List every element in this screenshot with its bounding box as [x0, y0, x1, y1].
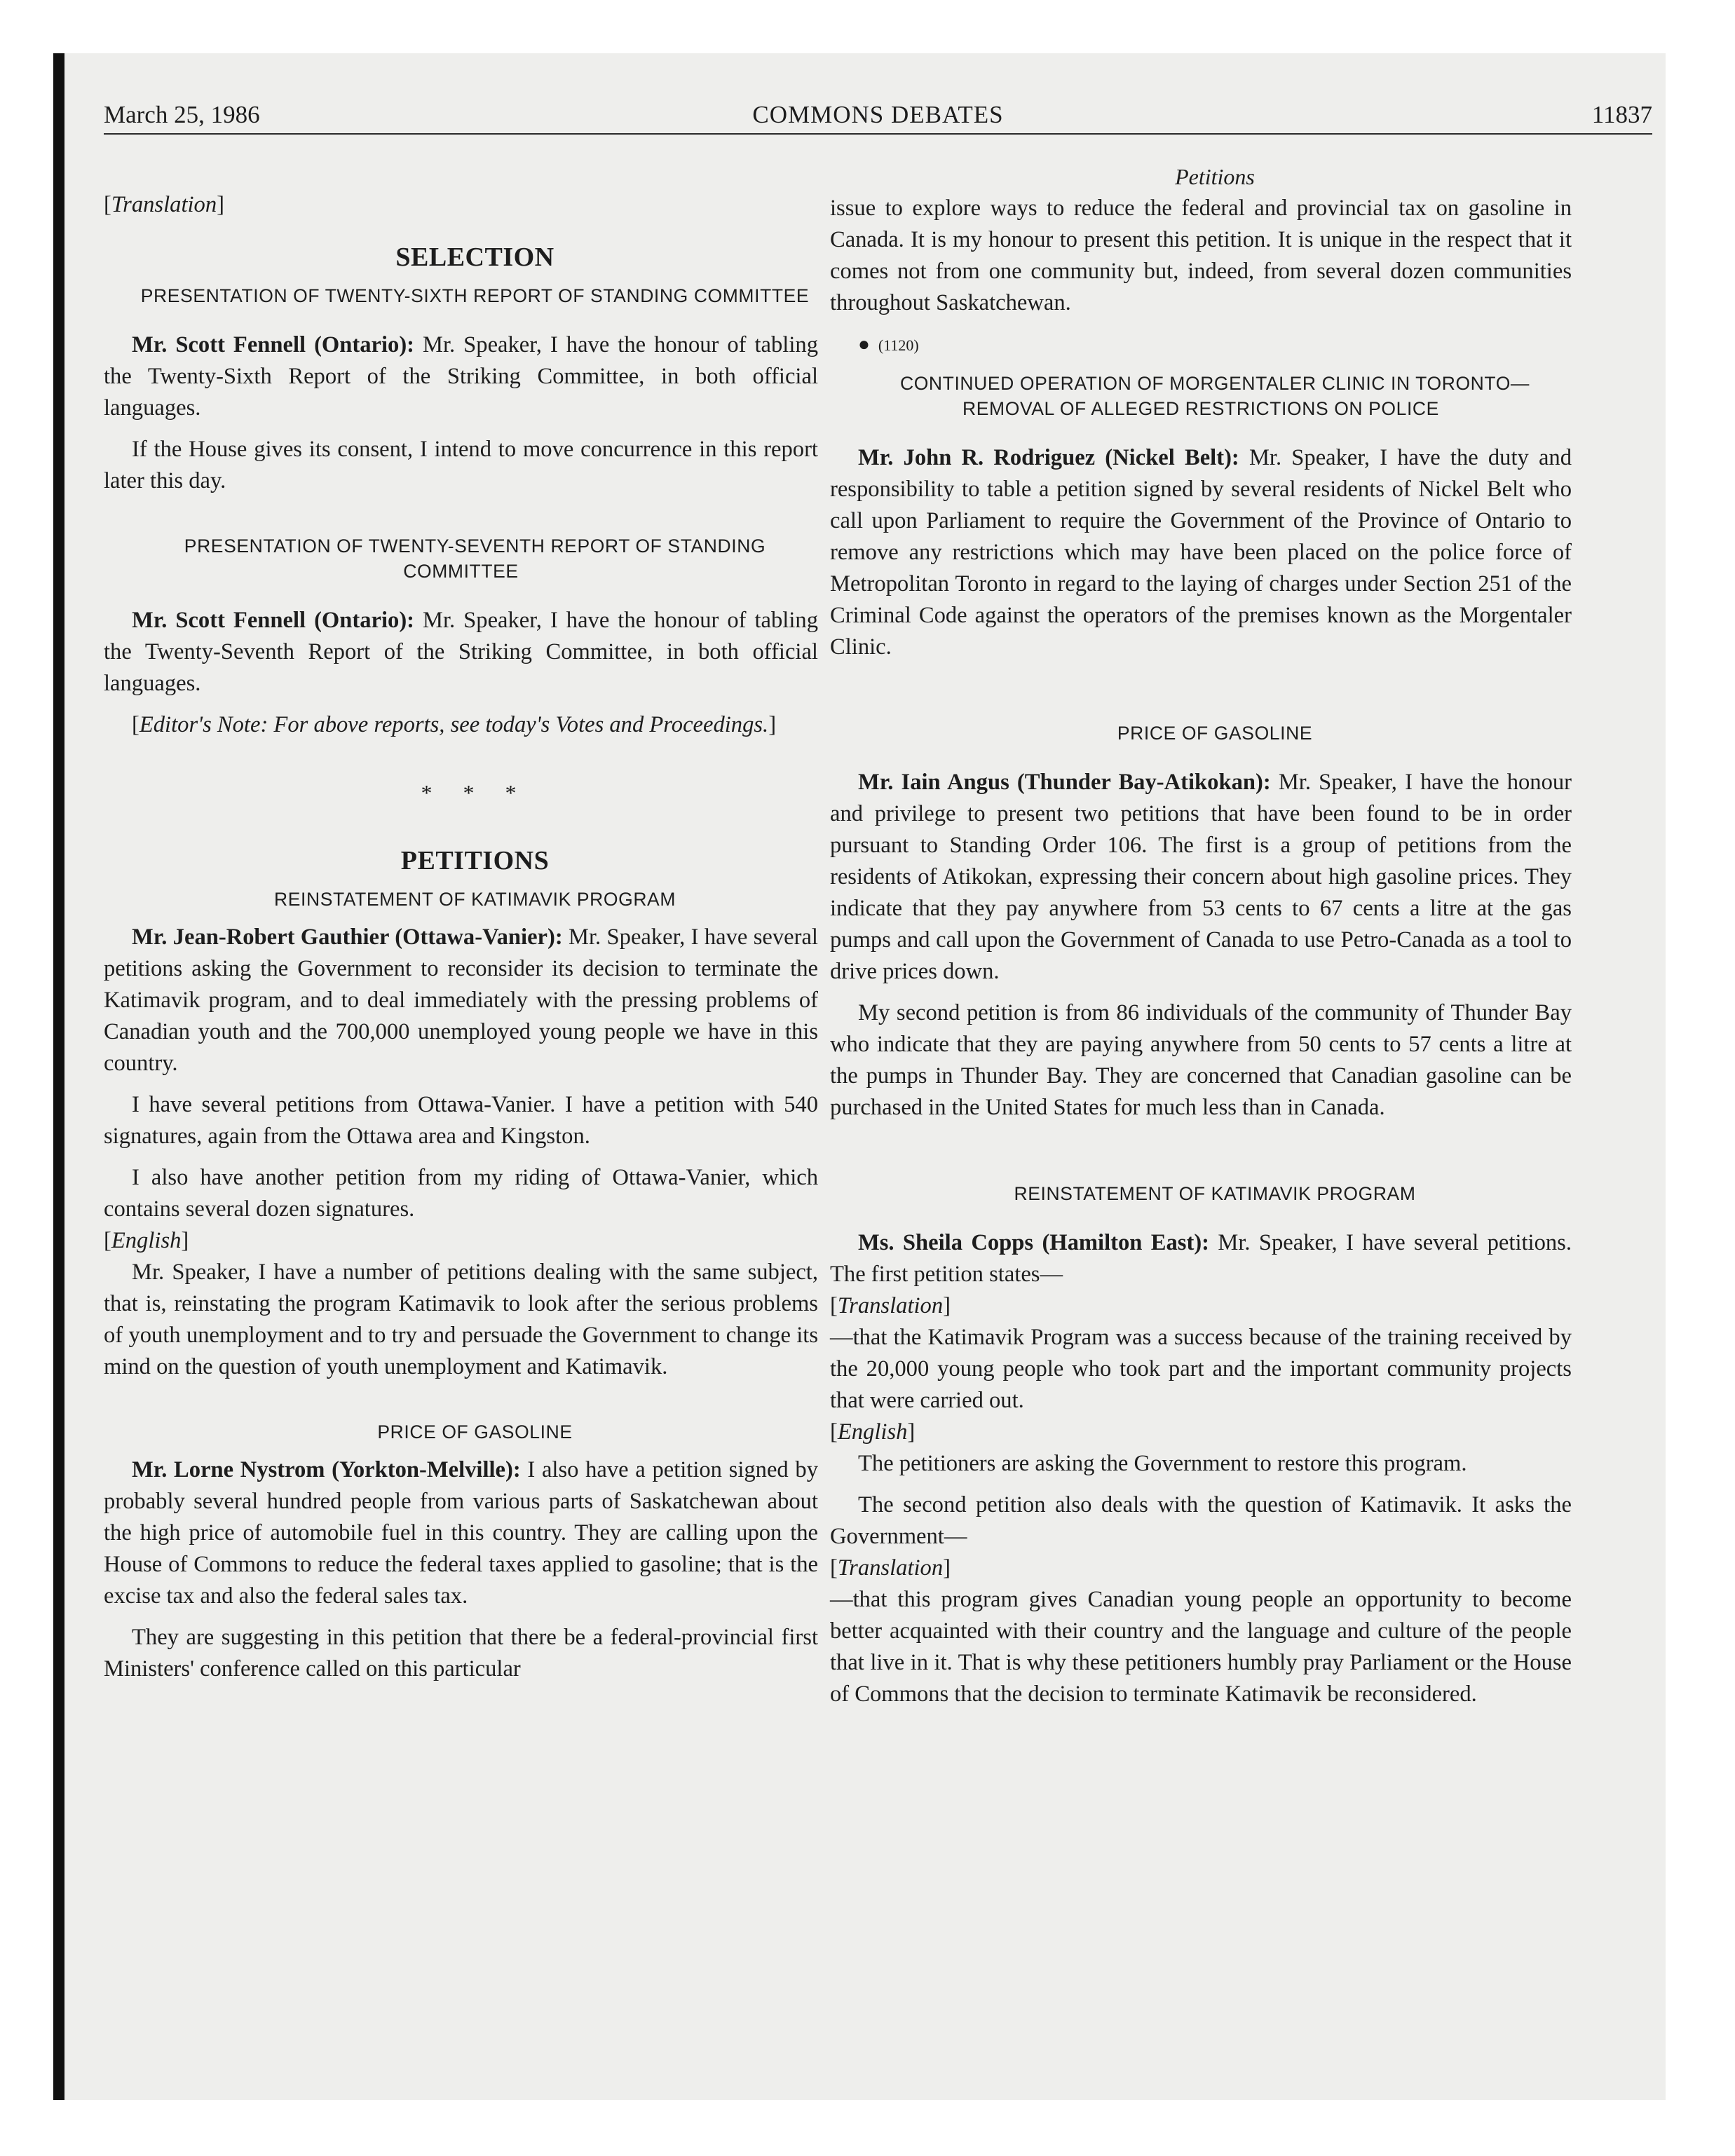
subheading: CONTINUED OPERATION OF MORGENTALER CLINIC IN TORONTO—REMOVAL OF ALLEGED RESTRICTIONS ON POLICE — [899, 373, 1530, 419]
subheading: PRICE OF GASOLINE — [1117, 723, 1313, 744]
language-marker: [English] — [830, 1419, 916, 1445]
speaker-name: Mr. Scott Fennell (Ontario): — [132, 332, 415, 357]
speech-paragraph: I have several petitions from Ottawa-Vanier. I have a petition with 540 signatures, again from the Ottawa area and Kingston. — [104, 1092, 818, 1149]
time-marker: ● (1120) — [858, 334, 919, 355]
section-title-petitions: PETITIONS — [400, 846, 550, 875]
speech-paragraph: The petitioners are asking the Government to restore this program. — [858, 1451, 1467, 1476]
page-header — [104, 88, 1652, 135]
speech-paragraph: Mr. Scott Fennell (Ontario): Mr. Speaker, I have the honour of tabling the Twenty-Seventh Report of the Striking Committee, in both official languages. — [104, 608, 818, 696]
speaker-name: Mr. John R. Rodriguez (Nickel Belt): — [858, 445, 1239, 470]
speaker-name: Mr. Scott Fennell (Ontario): — [132, 608, 415, 633]
speech-paragraph: Mr. John R. Rodriguez (Nickel Belt): Mr. Speaker, I have the duty and responsibility to table a petition signed by several residents of Nickel Belt who call upon Parliament to require the Government of the Province of Ontario to remove any restrictions which may have been placed on the police force of Metropolitan Toronto in regard to the laying of charges under Section 251 of the Criminal Code against the operators of the premises known as the Morgentaler Clinic. — [830, 445, 1572, 660]
editors-note: [Editor's Note: For above reports, see today's Votes and Proceedings.] — [132, 712, 777, 737]
subheading: PRESENTATION OF TWENTY-SEVENTH REPORT OF STANDING COMMITTEE — [184, 535, 766, 582]
speech-paragraph: —that this program gives Canadian young people an opportunity to become better acquainted with their country and the language and culture of the people that live in it. That is why these petitioners humbly pray Parliament or the House of Commons that the decision to terminate Katimavik be reconsidered. — [830, 1587, 1572, 1707]
speaker-name: Ms. Sheila Copps (Hamilton East): — [858, 1230, 1210, 1255]
speech-paragraph: —that the Katimavik Program was a success because of the training received by the 20,000 young people who took part and the important community projects that were carried out. — [830, 1325, 1572, 1413]
speaker-name: Mr. Jean-Robert Gauthier (Ottawa-Vanier): — [132, 925, 563, 950]
right-column — [830, 161, 1572, 1710]
speaker-name: Mr. Iain Angus (Thunder Bay-Atikokan): — [858, 770, 1271, 795]
section-separator: * * * — [421, 780, 529, 805]
speech-paragraph: Mr. Lorne Nystrom (Yorkton-Melville): I also have a petition signed by probably several hundred people from various parts of Saskatchewan about the high price of automobile fuel in this country. They are calling upon the House of Commons to reduce the federal taxes applied to gasoline; that is the excise tax and also the federal sales tax. — [104, 1457, 818, 1609]
subheading: REINSTATEMENT OF KATIMAVIK PROGRAM — [273, 889, 676, 910]
header-date: March 25, 1986 — [104, 101, 260, 128]
section-title-selection: SELECTION — [395, 243, 554, 272]
subheading: PRESENTATION OF TWENTY-SIXTH REPORT OF STANDING COMMITTEE — [140, 285, 810, 306]
subheading: REINSTATEMENT OF KATIMAVIK PROGRAM — [1014, 1183, 1416, 1204]
language-marker: [Translation] — [830, 1555, 951, 1581]
language-marker: [Translation] — [104, 192, 224, 217]
speech-paragraph: They are suggesting in this petition that there be a federal-provincial first Ministers' conference called on this particular — [104, 1625, 818, 1681]
speech-paragraph: I also have another petition from my riding of Ottawa-Vanier, which contains several dozen signatures. — [104, 1165, 818, 1222]
bullet-icon: ● — [858, 334, 870, 355]
speech-paragraph: Mr. Iain Angus (Thunder Bay-Atikokan): Mr. Speaker, I have the honour and privilege to present two petitions that have been found to be in order pursuant to Standing Order 106. The first is a group of petitions from the residents of Atikokan, expressing their concern about high gasoline prices. They indicate that they pay anywhere from 53 cents to 67 cents a litre at the gas pumps and call upon the Government of Canada to use Petro-Canada as a tool to drive prices down. — [830, 770, 1572, 984]
speech-paragraph: Mr. Scott Fennell (Ontario): Mr. Speaker, I have the honour of tabling the Twenty-Sixth Report of the Striking Committee, in both official languages. — [104, 332, 818, 421]
speech-paragraph: If the House gives its consent, I intend to move concurrence in this report later this day. — [104, 437, 818, 493]
speaker-name: Mr. Lorne Nystrom (Yorkton-Melville): — [132, 1457, 521, 1482]
header-page-number: 11837 — [1591, 101, 1652, 128]
running-head: Petitions — [1175, 164, 1255, 189]
header-title: COMMONS DEBATES — [752, 101, 1004, 128]
language-marker: [English] — [104, 1228, 189, 1253]
language-marker: [Translation] — [830, 1293, 951, 1318]
speech-paragraph: Ms. Sheila Copps (Hamilton East): Mr. Speaker, I have several petitions. The first petition states— — [830, 1230, 1572, 1287]
speech-paragraph: The second petition also deals with the question of Katimavik. It asks the Government— — [830, 1492, 1572, 1549]
left-column — [104, 161, 818, 1685]
speech-paragraph: Mr. Jean-Robert Gauthier (Ottawa-Vanier): Mr. Speaker, I have several petitions asking the Government to reconsider its decision to terminate the Katimavik program, and to deal immediately with the pressing problems of Canadian youth and the 700,000 unemployed young people we have in this country. — [104, 925, 818, 1076]
speech-paragraph: My second petition is from 86 individuals of the community of Thunder Bay who indicate that they are paying anywhere from 50 cents to 57 cents a litre at the pumps in Thunder Bay. They are concerned that Canadian gasoline can be purchased in the United States for much less than in Canada. — [830, 1000, 1572, 1120]
subheading: PRICE OF GASOLINE — [377, 1421, 573, 1442]
speech-paragraph: issue to explore ways to reduce the federal and provincial tax on gasoline in Canada. It is my honour to present this petition. It is unique in the respect that it comes not from one community but, indeed, from several dozen communities throughout Saskatchewan. — [830, 196, 1572, 315]
speech-paragraph: Mr. Speaker, I have a number of petitions dealing with the same subject, that is, reinstating the program Katimavik to look after the serious problems of youth unemployment and to try and persuade the Government to change its mind on the question of youth unemployment and Katimavik. — [104, 1260, 818, 1379]
